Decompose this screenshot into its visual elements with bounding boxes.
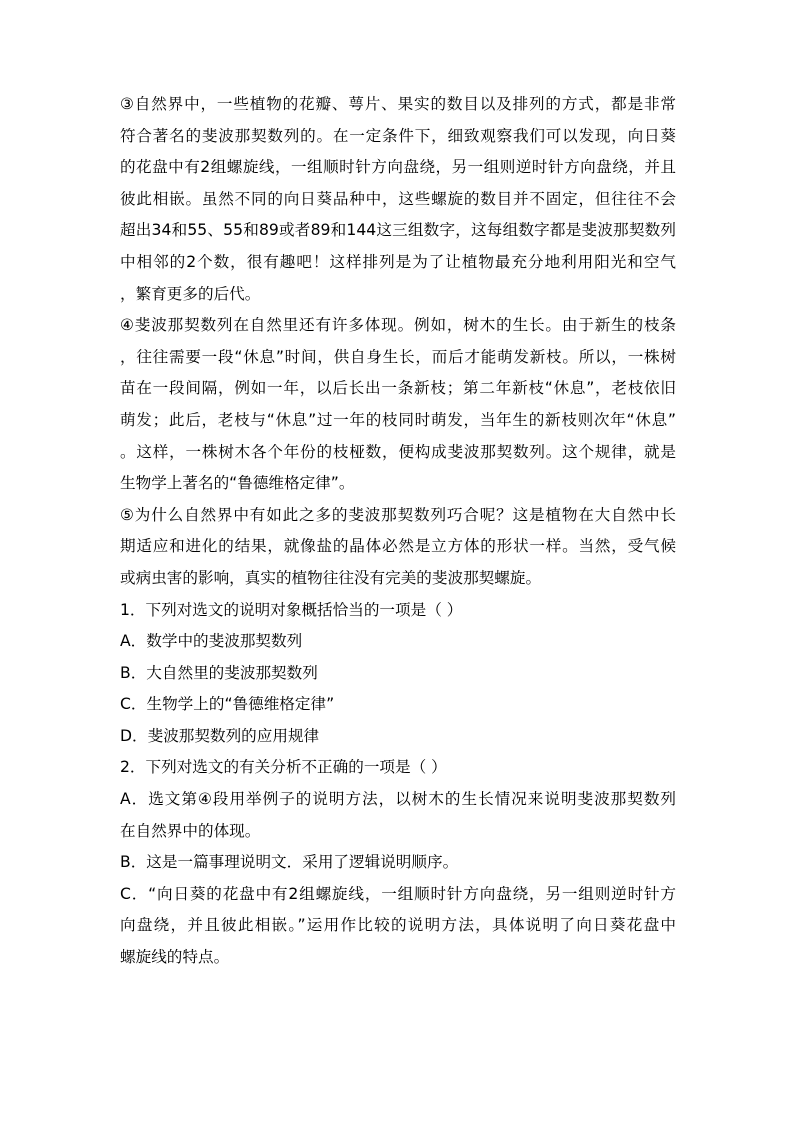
text-line: 彼此相嵌。虽然不同的向日葵品种中，这些螺旋的数目并不固定，但往往不会 xyxy=(120,189,676,208)
question-2 xyxy=(120,752,676,784)
paragraph-4 xyxy=(120,310,676,500)
paragraph-3 xyxy=(120,89,676,310)
question-1-option-b xyxy=(120,658,676,690)
question-1-option-d xyxy=(120,721,676,753)
question-1-option-a xyxy=(120,626,676,658)
option-text: 在自然界中的体现。 xyxy=(120,821,261,840)
option-text: 螺旋线的特点。 xyxy=(120,948,230,967)
text-line: 超出34和55、55和89或者89和144这三组数字，这每组数字都是斐波那契数列 xyxy=(120,221,676,240)
question-2-option-c xyxy=(120,879,676,974)
question-2-option-a xyxy=(120,784,676,847)
text-line: ③自然界中，一些植物的花瓣、萼片、果实的数目以及排列的方式，都是非常 xyxy=(120,95,676,113)
text-line: 或病虫害的影响，真实的植物往往没有完美的斐波那契螺旋。 xyxy=(120,568,542,587)
text-line: 符合著名的斐波那契数列的。在一定条件下，细致观察我们可以发现，向日葵 xyxy=(120,126,676,145)
text-line: ④斐波那契数列在自然里还有许多体现。例如，树木的生长。由于新生的枝条 xyxy=(120,316,676,335)
text-line: 苗在一段间隔，例如一年，以后长出一条新枝；第二年新枝“休息”，老枝依旧 xyxy=(120,379,676,398)
question-stem: 2．下列对选文的有关分析不正确的一项是（ ） xyxy=(120,758,447,777)
paragraph-5 xyxy=(120,500,676,595)
text-line: ，繁育更多的后代。 xyxy=(120,284,261,303)
text-line: 萌发；此后，老枝与“休息”过一年的枝同时萌发，当年生的新枝则次年“休息” xyxy=(120,410,676,429)
option-text: 向盘绕，并且彼此相嵌。”运用作比较的说明方法，具体说明了向日葵花盘中 xyxy=(120,916,676,935)
question-1-option-c xyxy=(120,689,676,721)
question-1 xyxy=(120,595,676,627)
option-text: B．大自然里的斐波那契数列 xyxy=(120,663,318,682)
text-line: 。这样，一株树木各个年份的枝桠数，便构成斐波那契数列。这个规律，就是 xyxy=(120,442,676,461)
option-text: A．选文第④段用举例子的说明方法，以树木的生长情况来说明斐波那契数列 xyxy=(120,790,676,809)
text-line: 生物学上著名的“鲁德维格定律”。 xyxy=(120,474,355,493)
text-line: ⑤为什么自然界中有如此之多的斐波那契数列巧合呢？这是植物在大自然中长 xyxy=(120,505,676,524)
text-line: 期适应和进化的结果，就像盐的晶体必然是立方体的形状一样。当然，受气候 xyxy=(120,537,676,556)
text-line: 的花盘中有2组螺旋线，一组顺时针方向盘绕，另一组则逆时针方向盘绕，并且 xyxy=(120,158,676,177)
option-text: C．“向日葵的花盘中有2组螺旋线，一组顺时针方向盘绕，另一组则逆时针方 xyxy=(120,884,676,903)
question-stem: 1．下列对选文的说明对象概括恰当的一项是（ ） xyxy=(120,600,463,619)
option-text: D．斐波那契数列的应用规律 xyxy=(120,726,320,745)
option-text: A．数学中的斐波那契数列 xyxy=(120,632,303,651)
question-2-option-b xyxy=(120,847,676,879)
document-page xyxy=(120,89,676,974)
option-text: B．这是一篇事理说明文．采用了逻辑说明顺序。 xyxy=(120,853,459,872)
text-line: ，往往需要一段“休息”时间，供自身生长，而后才能萌发新枝。所以，一株树 xyxy=(120,347,676,366)
text-line: 中相邻的2个数，很有趣吧！这样排列是为了让植物最充分地利用阳光和空气 xyxy=(120,252,676,271)
option-text: C．生物学上的“鲁德维格定律” xyxy=(120,695,335,714)
